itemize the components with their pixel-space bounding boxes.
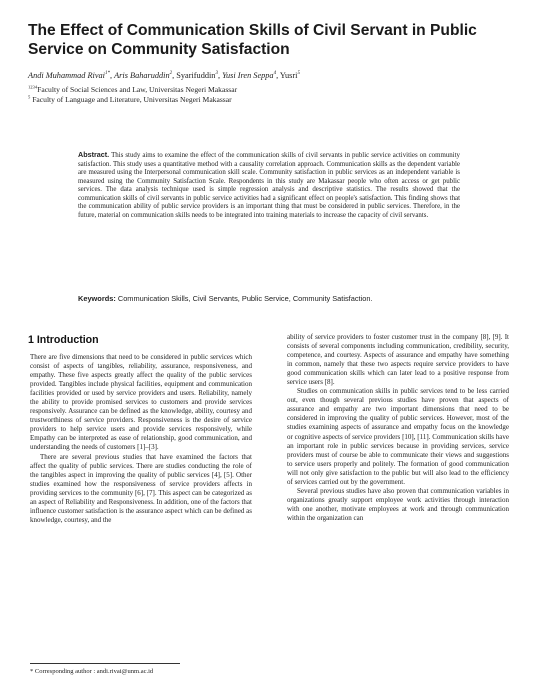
author-name: Aris Baharuddin (114, 71, 170, 80)
keywords-text: Communication Skills, Civil Servants, Public Service, Community Satisfaction. (117, 294, 373, 303)
author-name: Yusi Iren Seppa (222, 71, 274, 80)
body-paragraph: Several previous studies have also proven that communication variables in organizations greatly support employee work activities through interaction with one another, motivate employees at work and through communication within the organization can (287, 486, 509, 522)
right-column (287, 333, 509, 523)
corresponding-author-footnote: * Corresponding author : andi.rivai@unm.ac.id (30, 668, 154, 675)
author-separator: , (109, 71, 115, 80)
keywords (78, 294, 478, 304)
author-separator: , (276, 71, 280, 80)
affiliation-1-marker: 1234 (28, 84, 38, 90)
author-affiliation-marker: 5 (297, 71, 300, 77)
abstract-text: This study aims to examine the effect of the communication skills of civil servants in public service activities on community satisfaction. This study uses a quantitative method with a causality correlation approach. Communication skills as the dependent variable are measured using the Interpersonal communication skill scale. Community satisfaction in public services as an independent variable is measured using the Community Satisfaction Scale. Respondents in this study are Makassar people who often access or get public services. The data analysis technique used is simple regression analysis and descriptive statistics. The results showed that the communication skills of civil servants in public service activities had a significant effect on people's satisfaction. This finding shows that the communication ability of public service providers is an important thing that must be considered in public services. Therefore, in the future, material on communication skills needs to be integrated into training materials to increase the capacity of civil servants. (78, 152, 460, 219)
author-separator: , (172, 71, 177, 80)
paper-title: The Effect of Communication Skills of Civil Servant in Public Service on Community Satisfaction (28, 22, 477, 58)
affiliation-2 (28, 95, 513, 105)
affiliation-1 (28, 85, 513, 95)
affiliation-2-marker: 5 (28, 94, 31, 100)
author-affiliation-marker: 3 (215, 71, 218, 77)
body-paragraph: Studies on communication skills in public services tend to be less carried out, even though several previous studies have proven that aspects of assurance and empathy are two important dimensions that need to be considered in improving the quality of public services. However, most of the studies examining aspects of assurance and empathy focus on the knowledge or cognitive aspects of service providers [10], [11]. Communication skills have an important role in public services because in providing services, service providers must of course be able to communicate their views and suggestions to service users properly and politely. The formation of good communication will not only give satisfaction to the public but will also lead to the efficiency of services carried out by the government. (287, 387, 509, 486)
abstract-label: Abstract. (78, 150, 110, 159)
abstract (78, 151, 460, 220)
author-affiliation-marker: 4 (273, 71, 277, 77)
footnote-rule (30, 663, 180, 664)
author-affiliation-marker: 2 (169, 71, 173, 77)
author-name: Andi Muhammad Rivai (28, 71, 105, 80)
author-affiliation-marker: 1* (104, 71, 110, 77)
left-column (30, 353, 252, 525)
author-name: Syarifuddin (176, 71, 216, 80)
body-paragraph: There are five dimensions that need to be considered in public services which consist of aspects of tangibles, reliability, assurance, responsiveness, and empathy. These five aspects greatly affect the quality of the public services provided. Tangibles include physical facilities, equipment and communication facilities provided or used by service providers and users. Reliability, namely the ability to provide promised services to customers and provide services responsively. Assurance can be defined as the knowledge, ability, courtesy and trustworthiness of service providers. Responsiveness is the desire of service providers to help service users and provide services responsively, while Empathy can be interpreted as ease of relationship, good communication, and understanding the needs of customers [1]–[3]. (30, 353, 252, 452)
author-list (28, 70, 513, 81)
keywords-label: Keywords: (78, 294, 116, 303)
body-paragraph: ability of service providers to foster customer trust in the company [8], [9]. It consists of several components including communication, credibility, security, competence, and courtesy. Aspects of assurance and empathy have something in common, namely that these two aspects require service providers to have good communication skills which can later lead to a positive response from service users [8]. (287, 333, 509, 387)
affiliation-1-text: Faculty of Social Sciences and Law, Universitas Negeri Makassar (37, 85, 238, 94)
section-heading-introduction: 1 Introduction (28, 334, 99, 346)
body-paragraph: There are several previous studies that have examined the factors that affect the quality of public services. There are studies conducting the role of the tangibles aspect in improving the quality of public services [4], [5]. Other studies examined how the responsiveness of service providers affects in providing services to the community [6], [7]. This aspect can be categorized as an aspect of Reliability and Responsiveness. In addition, one of the factors that influence customer satisfaction is the assurance aspect which can be defined as knowledge, courtesy, and the (30, 452, 252, 524)
author-name: Yusri (279, 71, 298, 80)
author-separator: , (217, 71, 223, 80)
affiliation-2-text: Faculty of Language and Literature, Universitas Negeri Makassar (32, 95, 232, 104)
